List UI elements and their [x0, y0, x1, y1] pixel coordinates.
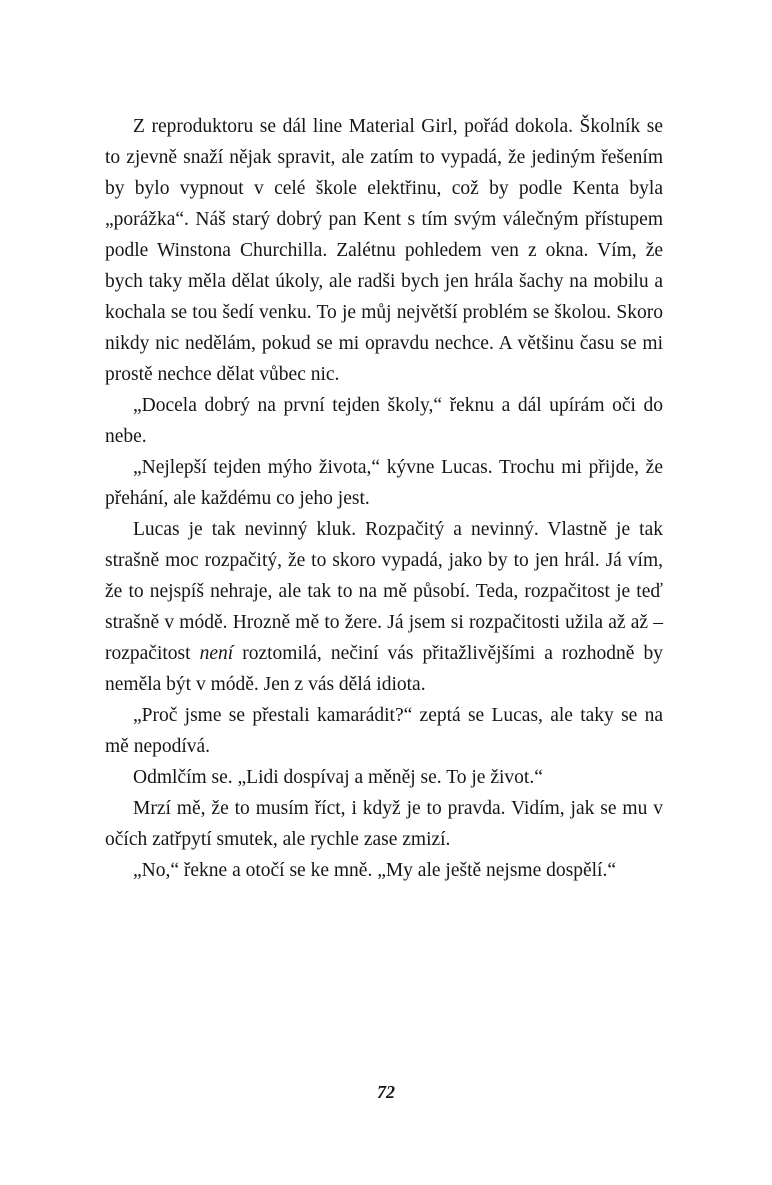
text-block — [105, 111, 663, 886]
paragraph — [105, 700, 663, 762]
page-number: 72 — [377, 1082, 395, 1102]
paragraph-text: „Proč jsme se přestali kamarádit?“ zeptá se Lucas, ale taky se na mě nepodívá. — [105, 705, 663, 757]
paragraph-text: Mrzí mě, že to musím říct, i když je to pravda. Vidím, jak se mu v očích zatřpytí smutek, ale rychle zase zmizí. — [105, 798, 663, 850]
paragraph-text-italic: není — [199, 643, 234, 664]
paragraph — [105, 514, 663, 700]
paragraph — [105, 452, 663, 514]
paragraph — [105, 390, 663, 452]
paragraph — [105, 855, 663, 886]
paragraph-text: „No,“ řekne a otočí se ke mně. „My ale ještě nejsme dospělí.“ — [133, 860, 616, 881]
paragraph-text: roztomilá, nečiní vás přitažlivějšími a rozhodně by neměla být v módě. Jen z vás dělá idiota. — [105, 643, 663, 695]
paragraph-text: „Docela dobrý na první tejden školy,“ řeknu a dál upírám oči do nebe. — [105, 395, 663, 447]
paragraph — [105, 793, 663, 855]
paragraph-text: Z reproduktoru se dál line Material Girl, pořád dokola. Školník se to zjevně snaží nějak spravit, ale zatím to vypadá, že jediným řešením by bylo vypnout v celé škole elektřinu, což by podle Kenta byla „porážka“. Náš starý dobrý pan Kent s tím svým válečným přístupem podle Winstona Churchilla. Zalétnu pohledem ven z okna. Vím, že bych taky měla dělat úkoly, ale radši bych jen hrála šachy na mobilu a kochala se tou šedí venku. To je můj největší problém se školou. Skoro nikdy nic nedělám, pokud se mi opravdu nechce. A většinu času se mi prostě nechce dělat vůbec nic. — [105, 116, 663, 385]
paragraph-text: „Nejlepší tejden mýho života,“ kývne Lucas. Trochu mi přijde, že přehání, ale každému co jeho jest. — [105, 457, 663, 509]
paragraph-text: Lucas je tak nevinný kluk. Rozpačitý a nevinný. Vlastně je tak strašně moc rozpačitý, že to skoro vypadá, jako by to jen hrál. Já vím, že to nejspíš nehraje, ale tak to na mě působí. Teda, rozpačitost je teď strašně v módě. Hrozně mě to žere. Já jsem si rozpačitosti užila až až – rozpačitost — [105, 519, 663, 664]
paragraph — [105, 762, 663, 793]
paragraph-text: Odmlčím se. „Lidi dospívaj a měněj se. To je život.“ — [133, 767, 543, 788]
paragraph — [105, 111, 663, 390]
